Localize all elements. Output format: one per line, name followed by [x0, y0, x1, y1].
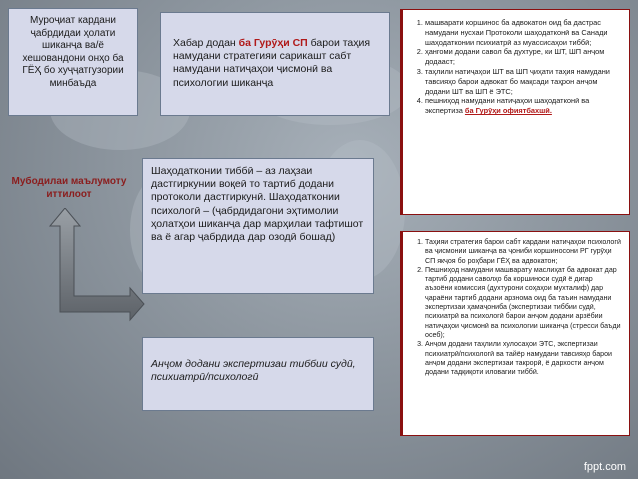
report-pre: Хабар додан	[173, 37, 239, 49]
box-testimony-text: Шаҳодатконии тиббӣ – аз лаҳзаи дастгиркунии воқеӣ то тартиб додани протоколи дастгиркунӣ. Шаҳодатконии психологӣ – (ҷабрдидагони эҳтимолии ҳолатҳои шиканҷа дар марҳилаи тафтишот ва ё агар ҷабрдида дар озодӣ бошад)	[151, 165, 364, 244]
list-box-consultation	[400, 9, 630, 215]
list-item-highlight: ба Гурӯҳи офиятбахшӣ.	[464, 106, 552, 116]
report-highlight: ба Гурӯҳи СП	[238, 37, 308, 49]
report-post: барои таҳия намудани стратегияи сарикашт сабт намудани натиҷаҳои ҷисмонӣ ва психологии шиканҷа	[173, 37, 371, 89]
box-victim-appeal	[8, 8, 138, 116]
box-victim-appeal-text: Муроҷиат кардани ҷабрдидаи ҳолати шиканҷа ва/ё хешовандони онҳо ба ГЁҲ бо хуҷҷатгузории минбаъда	[22, 15, 124, 89]
bidirectional-arrow-icon	[40, 208, 145, 328]
list-item: 1. машварати коршинос ба адвокатон оид ба дастрас намудани нусхаи Протоколи шаҳодатконӣ ва Санади шаҳодатконии психиатрӣ аз муассисаҳои тиббӣ;	[425, 18, 621, 47]
box-report-to-group	[160, 12, 390, 116]
box-testimony	[142, 158, 374, 294]
list-box-strategy	[400, 231, 630, 436]
list-item: 2. Пешниҳод намудани машварату маслиҳат ба адвокат дар тартиб додани саволҳо ба коршиноси судӣ ё дигар аъзоёни комиссия (духтурони соҳаҳои мухталиф) дар ҷараёни тартиб додани арзнома оид ба таъин намудани экспертизаи ҳамаҷониба (экспертизаи тиббии судӣ, психиатрӣ ва психологӣ барои анҷом додани арзёбии натиҷаҳои ҷисмонӣ ва психологии шиканҷа (стресси баъди осеб);	[425, 266, 621, 340]
list-item: 3. таҳлили натиҷаҳои ШТ ва ШП ҷиҳати таҳия намудани тавсияҳо барои адвокат бо мақсади таҳрон анҷом додани ШТ ва ШП ё ЭТС;	[425, 67, 621, 96]
list-item-text: пешниҳод намудани натиҷаҳои шаҳодатконӣ ва экспертиза	[425, 96, 590, 116]
side-label-information-exchange: Мубодилаи маълумоту иттилоот	[11, 176, 127, 200]
list-item: 2. ҳангоми додани савол ба духтуре, ки ШТ, ШП анҷом додааст;	[425, 47, 621, 67]
box-examination-text: Анҷом додани экспертизаи тиббии судӣ, психиатрӣ/психологӣ	[151, 358, 356, 384]
consultation-list	[405, 18, 621, 116]
footer-watermark: fppt.com	[583, 461, 626, 473]
list-item: 3. Анҷом додани таҳлили хулосаҳои ЭТС, экспертизаи психиатрӣ/психологӣ ва тайёр намудани тавсияҳо барои анҷом додани экспертизаи такрорӣ, ё дархости анҷом додани тадқиқоти иловагии тиббӣ.	[425, 340, 621, 377]
strategy-list	[405, 238, 621, 377]
box-examination	[142, 337, 374, 411]
list-item	[425, 96, 621, 116]
list-item: 1. Таҳияи стратегия барои сабт кардани натиҷаҳои психологӣ ва ҷисмонии шиканҷа ва ҷониби коршиносони РГ гурӯҳи СП якҷоя бо роҳбари ГЁҲ ва адвокатон;	[425, 238, 621, 266]
